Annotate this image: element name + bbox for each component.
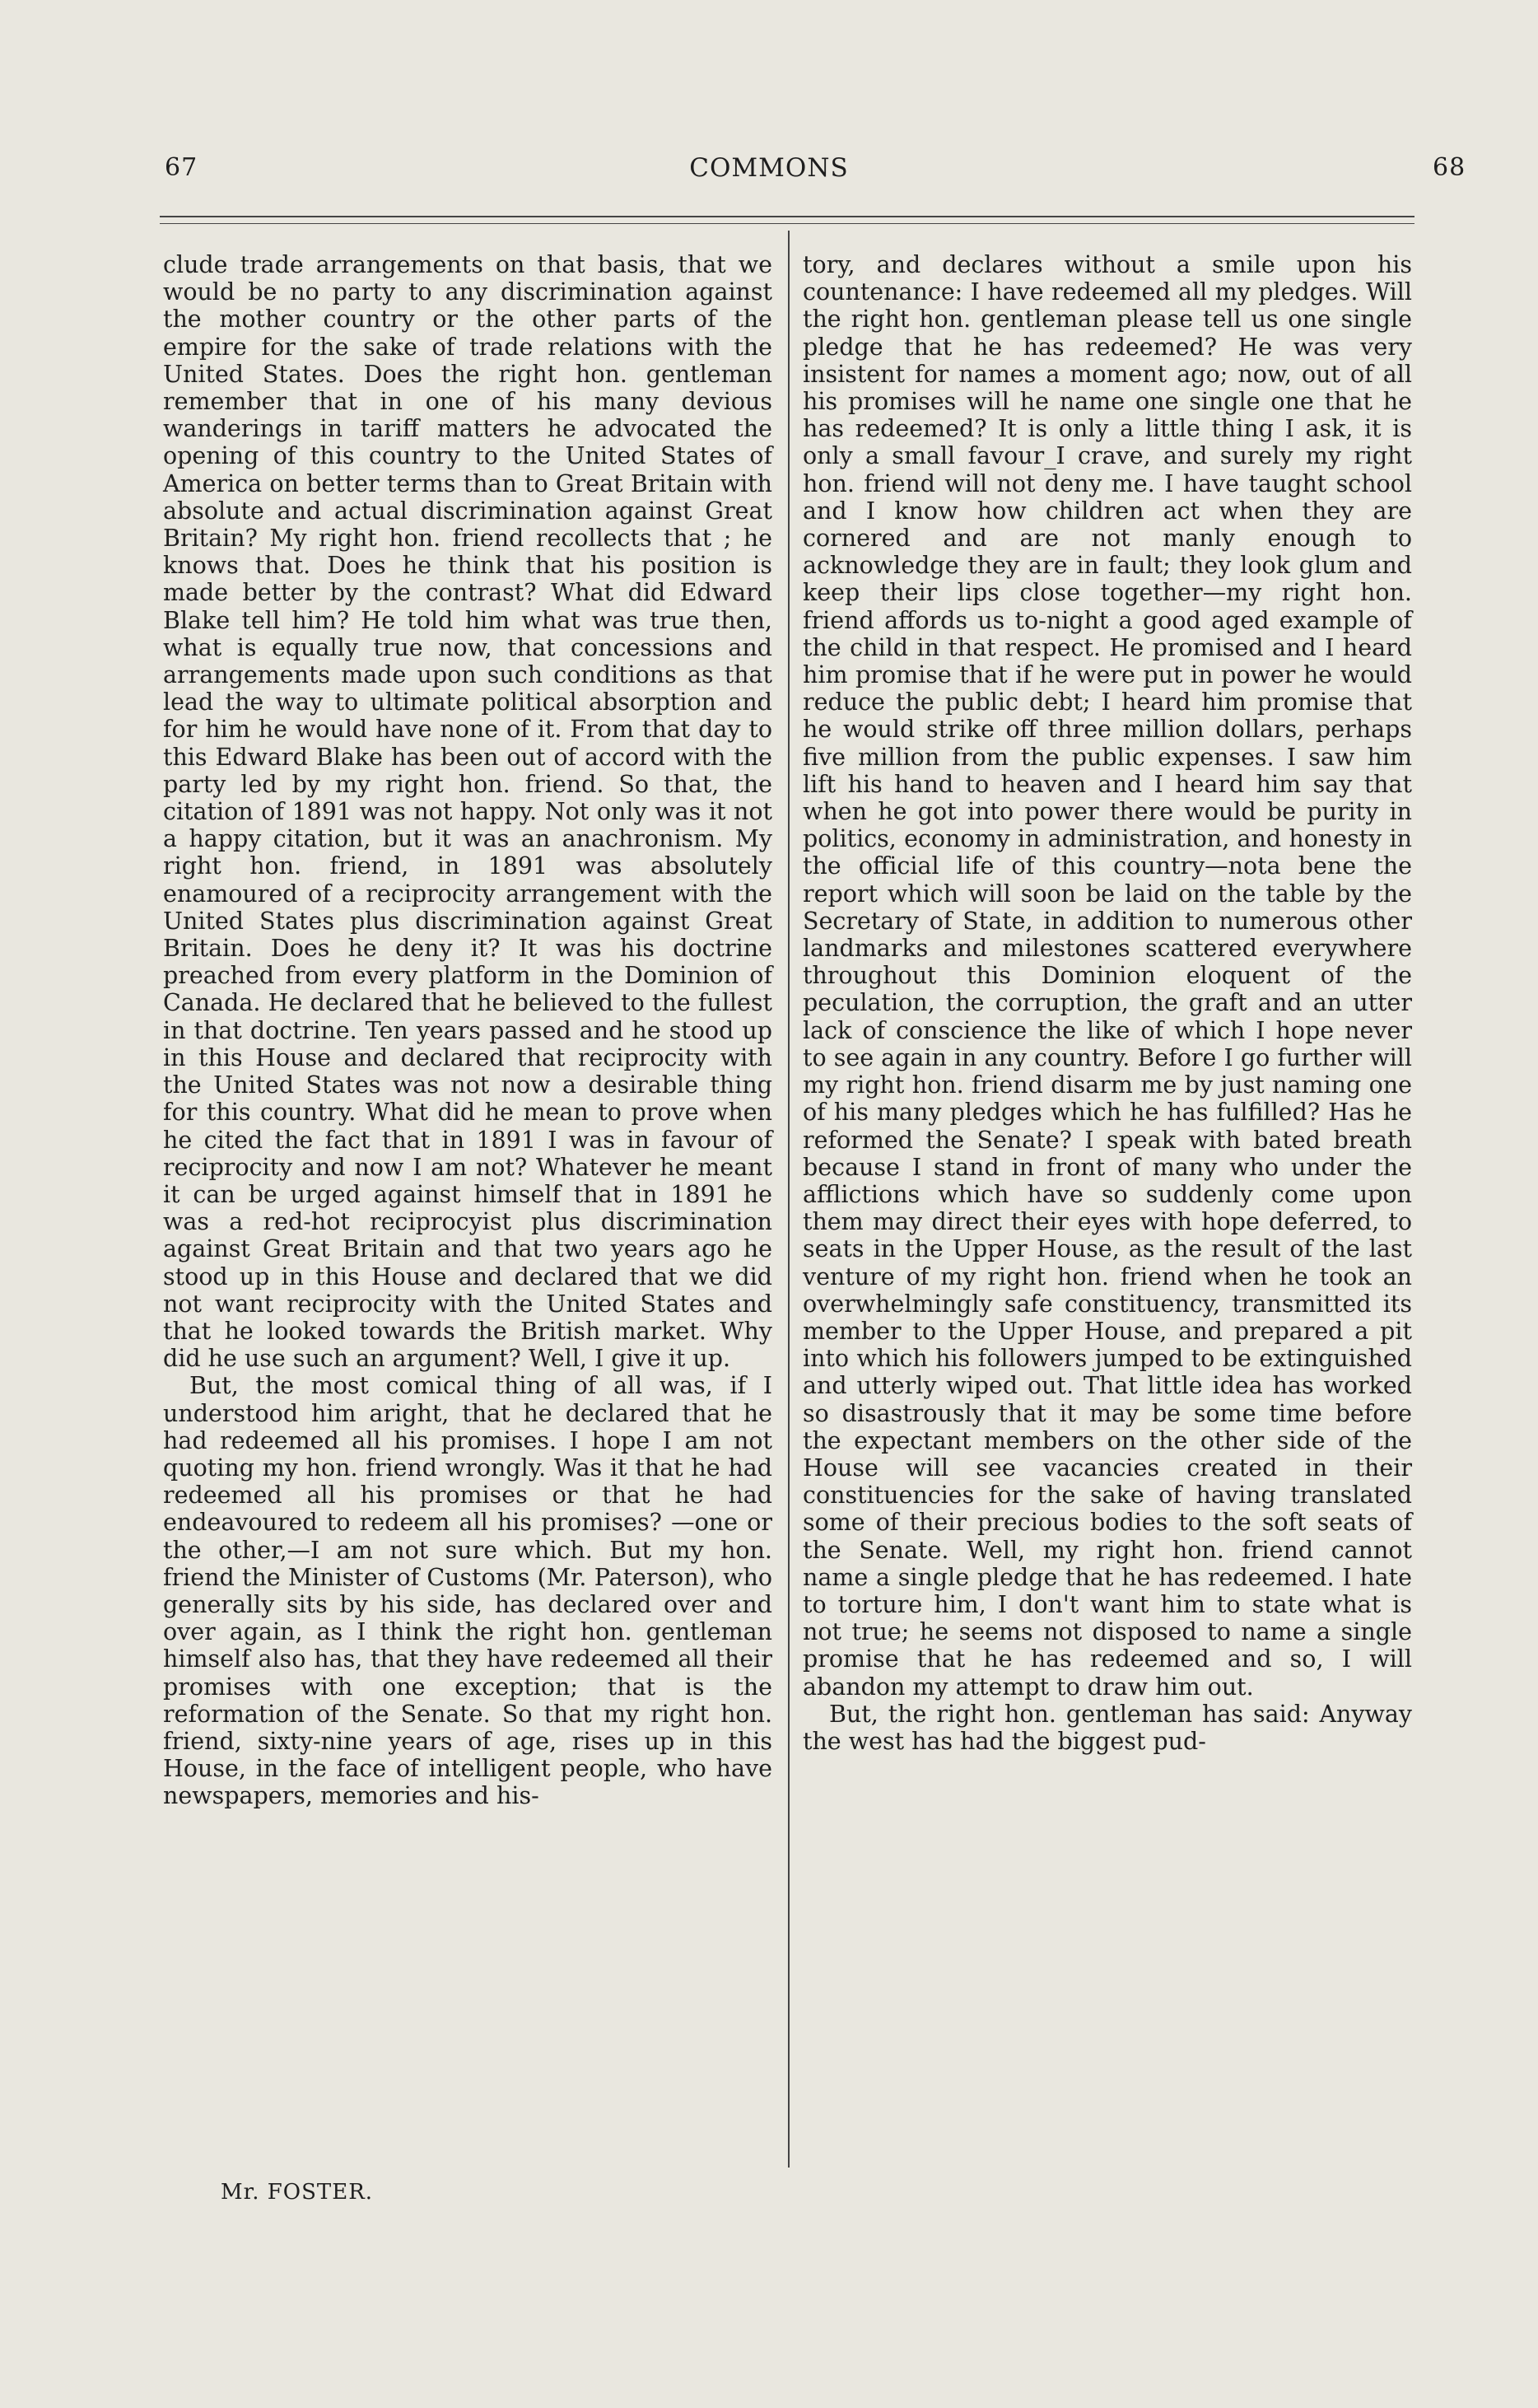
- header-rule-top: [160, 216, 1414, 217]
- left-column-paragraph-2: But, the most comical thing of all was, if I understood him aright, that he declared that he had redeemed all his promises. I hope I am not quoting my hon. friend wrongly. Was it that he had redeemed all his promises or that he had endeavoured to redeem all his promises? —one or the other,—I am not sure which. But my hon. friend the Minister of Customs (Mr. Paterson), who generally sits by his side, has declared over and over again, as I think the right hon. gentleman himself also has, that they have redeemed all their promises with one exception; that is the reformation of the Senate. So that my right hon. friend, sixty-nine years of age, rises up in this House, in the face of intelligent people, who have newspapers, memories and his-: [163, 1372, 772, 1810]
- left-column-paragraph-1: clude trade arrangements on that basis, that we would be no party to any discrimination against the mother country or the other parts of the empire for the sake of trade relations with the United States. Does the right hon. gentleman remember that in one of his many devious wanderings in tariff matters he advocated the opening of this country to the United States of America on better terms than to Great Britain with absolute and actual discrimination against Great Britain? My right hon. friend recollects that ; he knows that. Does he think that his position is made better by the contrast? What did Edward Blake tell him? He told him what was true then, what is equally true now, that concessions and arrangements made upon such conditions as that lead the way to ultimate political absorption and for him he would have none of it. From that day to this Edward Blake has been out of accord with the party led by my right hon. friend. So that, the citation of 1891 was not happy. Not only was it not a happy citation, but it was an anachronism. My right hon. friend, in 1891 was absolutely enamoured of a reciprocity arrangement with the United States plus discrimination against Great Britain. Does he deny it? It was his doctrine preached from every platform in the Dominion of Canada. He declared that he believed to the fullest in that doctrine. Ten years passed and he stood up in this House and declared that reciprocity with the United States was not now a desirable thing for this country. What did he mean to prove when he cited the fact that in 1891 I was in favour of reciprocity and now I am not? Whatever he meant it can be urged against himself that in 1891 he was a red-hot reciprocyist plus discrimination against Great Britain and that two years ago he stood up in this House and declared that we did not want reciprocity with the United States and that he looked towards the British market. Why did he use such an argument? Well, I give it up.: [163, 251, 772, 1373]
- left-column: [163, 251, 772, 1810]
- right-column-paragraph-1: tory, and declares without a smile upon his countenance: I have redeemed all my pledges. Will the right hon. gentleman please tell us one single pledge that he has redeemed? He was very insistent for names a moment ago; now, out of all his promises will he name one single one that he has redeemed? It is only a little thing I ask, it is only a small favour_I crave, and surely my right hon. friend will not deny me. I have taught school and I know how children act when they are cornered and are not manly enough to acknowledge they are in fault; they look glum and keep their lips close together—my right hon. friend affords us to-night a good aged example of the child in that respect. He promised and I heard him promise that if he were put in power he would reduce the public debt; I heard him promise that he would strike off three million dollars, perhaps five million from the public expenses. I saw him lift his hand to heaven and I heard him say that when he got into power there would be purity in politics, economy in administration, and honesty in the official life of this country—nota bene the report which will soon be laid on the table by the Secretary of State, in addition to numerous other landmarks and milestones scattered everywhere throughout this Dominion eloquent of the peculation, the corruption, the graft and an utter lack of conscience the like of which I hope never to see again in any country. Before I go further will my right hon. friend disarm me by just naming one of his many pledges which he has fulfilled? Has he reformed the Senate? I speak with bated breath because I stand in front of many who under the afflictions which have so suddenly come upon them may direct their eyes with hope deferred, to seats in the Upper House, as the result of the last venture of my right hon. friend when he took an overwhelmingly safe constituency, transmitted its member to the Upper House, and prepared a pit into which his followers jumped to be extinguished and utterly wiped out. That little idea has worked so disastrously that it may be some time before the expectant members on the other side of the House will see vacancies created in their constituencies for the sake of having translated some of their precious bodies to the soft seats of the Senate. Well, my right hon. friend cannot name a single pledge that he has redeemed. I hate to torture him, I don't want him to state what is not true; he seems not disposed to name a single promise that he has redeemed and so, I will abandon my attempt to draw him out.: [803, 251, 1412, 1701]
- header-rule-bottom: [160, 223, 1414, 224]
- right-column-paragraph-2: But, the right hon. gentleman has said: Anyway the west has had the biggest pud-: [803, 1700, 1412, 1755]
- right-column: [803, 251, 1412, 1755]
- page-number-left: 67: [165, 153, 198, 182]
- page-number-right: 68: [1433, 153, 1466, 182]
- speaker-footer: Mr. FOSTER.: [221, 2180, 374, 2205]
- column-divider: [788, 231, 790, 2168]
- running-header-title: COMMONS: [689, 153, 849, 183]
